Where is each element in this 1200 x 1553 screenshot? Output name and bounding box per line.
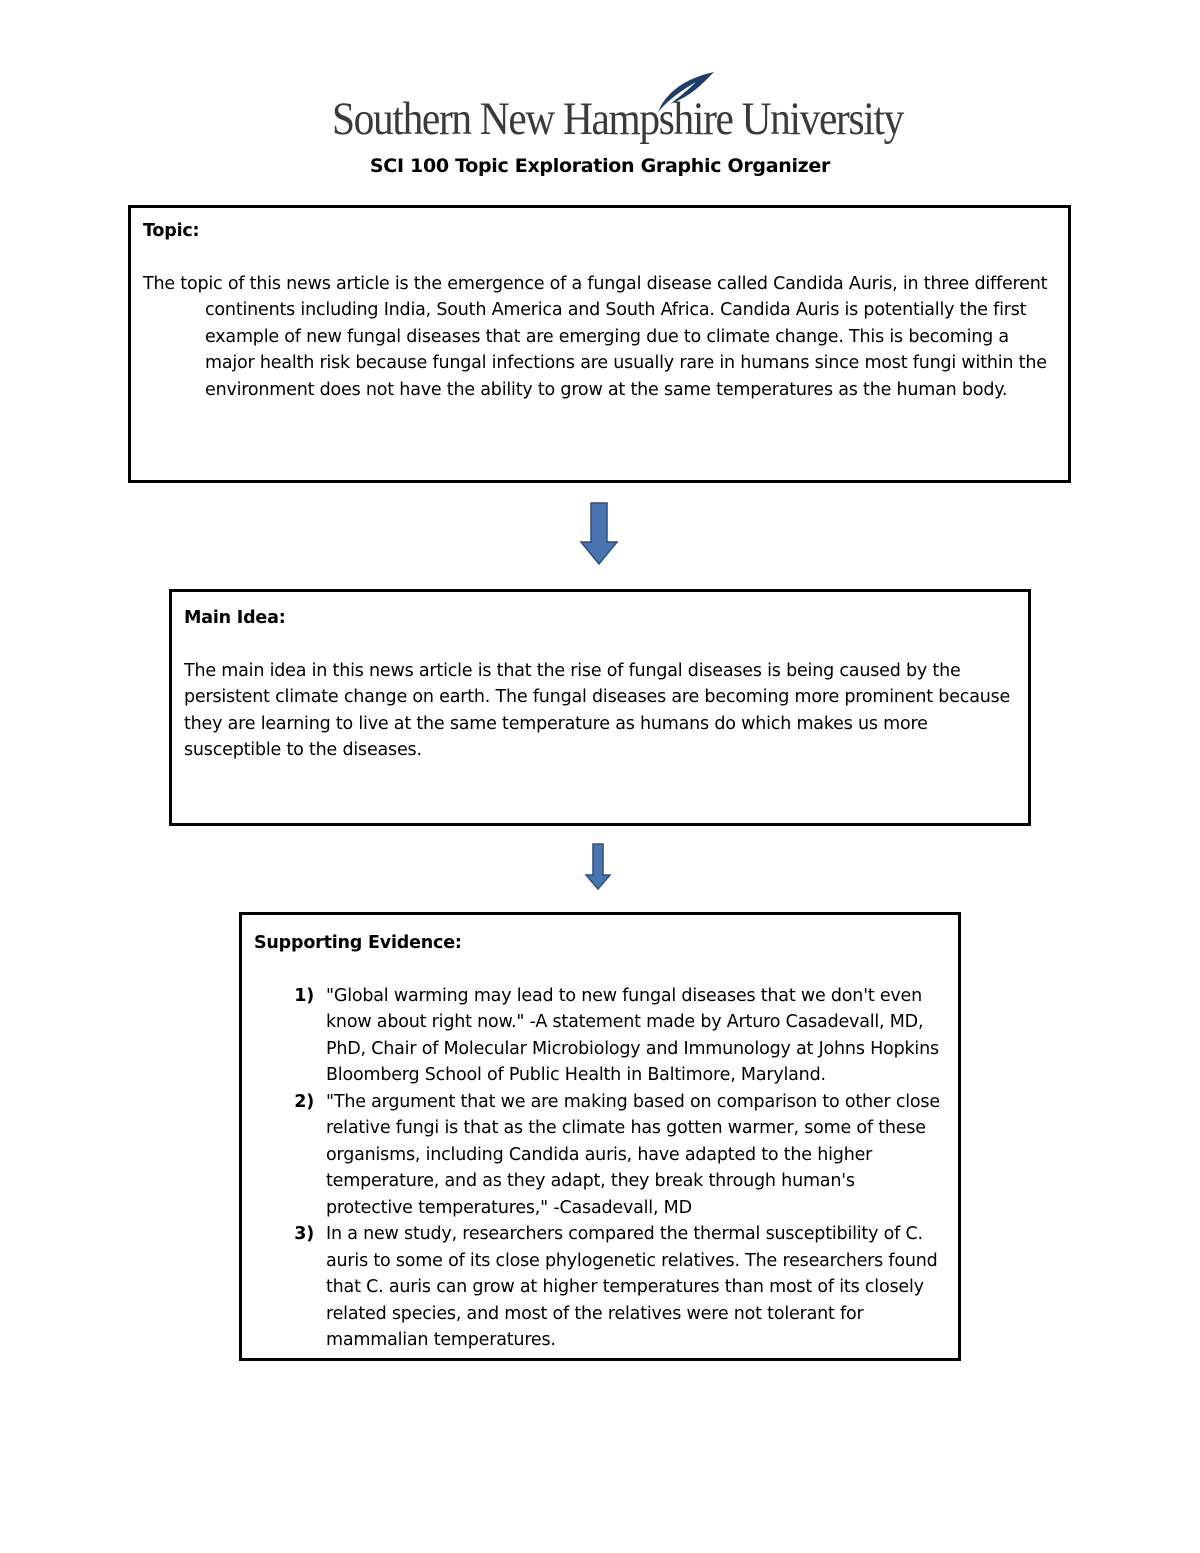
topic-label: Topic:: [143, 221, 200, 241]
list-number: 1): [294, 985, 314, 1006]
main-idea-text: The main idea in this news article is that the rise of fungal diseases is being caused by the persistent climate change on earth. The fungal diseases are becoming more prominent because they are learning to live at the same temperature as humans do which makes us more susceptible to the diseases.: [184, 660, 1011, 760]
supporting-evidence-label: Supporting Evidence:: [254, 933, 462, 953]
logo-text: Southern New Hampshire University: [332, 93, 903, 145]
list-item-text: In a new study, researchers compared the thermal susceptibility of C. auris to some of its close phylogenetic relatives. The researchers found that C. auris can grow at higher temperatures than most of its closely related species, and most of the relatives were not tolerant for mammalian temperatures.: [326, 1224, 938, 1350]
main-idea-label: Main Idea:: [184, 608, 286, 628]
list-item: [254, 1221, 946, 1354]
list-number: 2): [294, 1091, 314, 1112]
list-item: [254, 1089, 946, 1222]
list-item: [254, 983, 946, 1089]
supporting-evidence-box: [239, 912, 961, 1361]
down-arrow-icon: [579, 502, 619, 566]
university-logo: [332, 70, 903, 154]
topic-text: The topic of this news article is the emergence of a fungal disease called Candida Auris, in three different continents including India, South America and South Africa. Candida Auris is potentially the first example of new fungal diseases that are emerging due to climate change. This is becoming a major health risk because fungal infections are usually rare in humans since most fungi within the environment does not have the ability to grow at the same temperatures as the human body.: [143, 273, 1048, 400]
list-item-text: "The argument that we are making based on comparison to other close relative fungi is that as the climate has gotten warmer, some of these organisms, including Candida auris, have adapted to the higher temperature, and as they adapt, they break through human's protective temperatures," -Casadevall, MD: [326, 1091, 940, 1218]
main-idea-box: [169, 589, 1031, 826]
evidence-list: [254, 983, 946, 1354]
page-title: SCI 100 Topic Exploration Graphic Organizer: [369, 155, 831, 177]
list-number: 3): [294, 1224, 314, 1244]
list-item-text: "Global warming may lead to new fungal diseases that we don't even know about right now." -A statement made by Arturo Casadevall, MD, PhD, Chair of Molecular Microbiology and Immunology at Johns Hopkins Bloomberg School of Public Health in Baltimore, Maryland.: [326, 985, 939, 1085]
down-arrow-icon: [585, 843, 611, 891]
topic-box: [128, 205, 1071, 483]
